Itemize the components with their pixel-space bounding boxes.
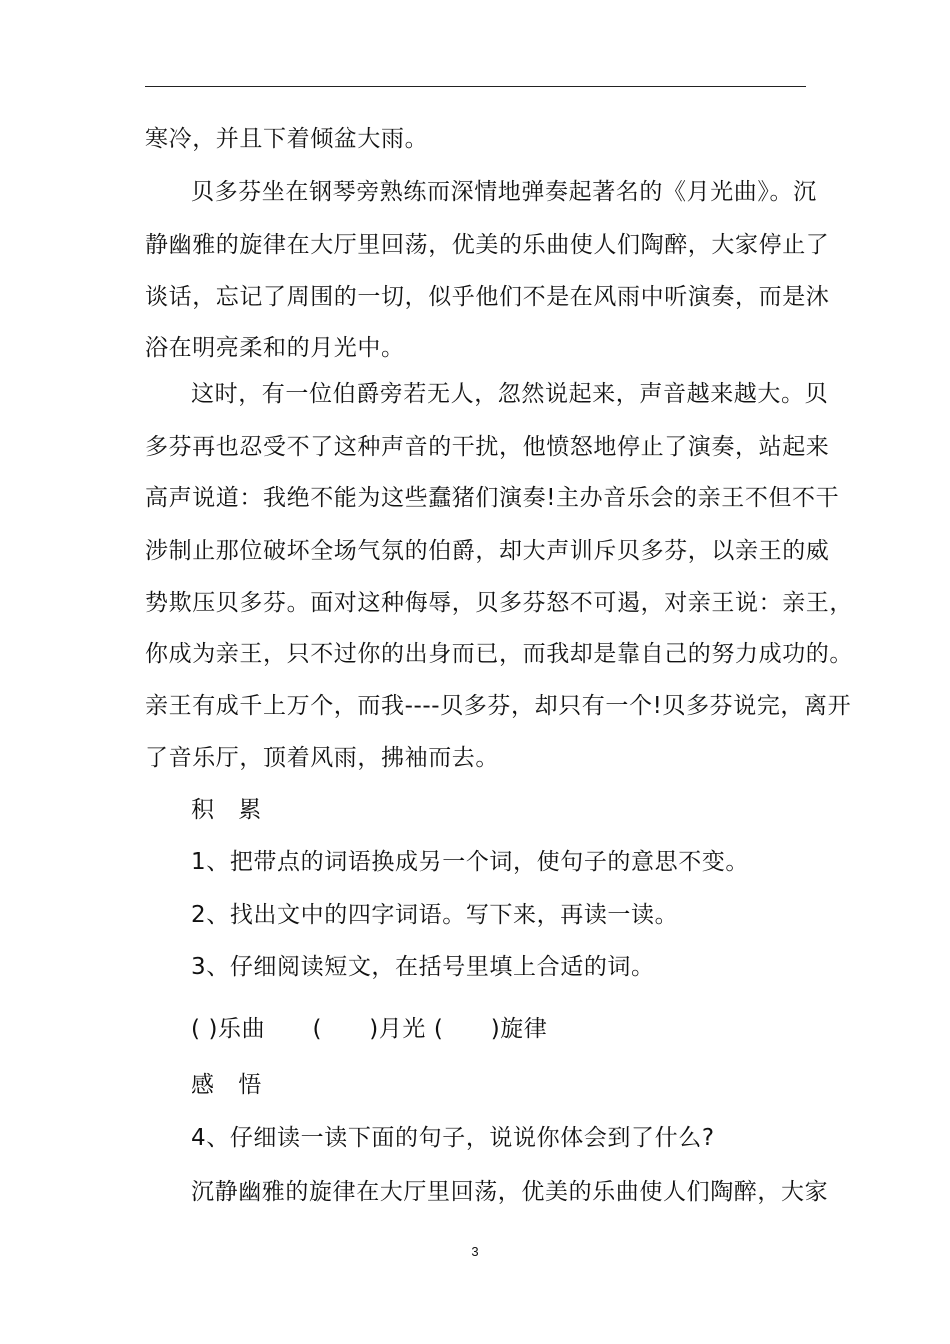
section-heading: 积 累 (191, 797, 262, 823)
paragraph-line: 沉静幽雅的旋律在大厅里回荡，优美的乐曲使人们陶醉，大家 (191, 1179, 829, 1205)
paragraph-line: 高声说道：我绝不能为这些蠢猪们演奏!主办音乐会的亲王不但不干 (145, 485, 840, 511)
fill-in-blanks: ( )乐曲 ( )月光 ( )旋律 (191, 1016, 548, 1042)
exercise-item: 2、找出文中的四字词语。写下来，再读一读。 (191, 902, 679, 928)
paragraph-line: 势欺压贝多芬。面对这种侮辱，贝多芬怒不可遏，对亲王说：亲王， (145, 590, 853, 616)
paragraph-line: 静幽雅的旋律在大厅里回荡，优美的乐曲使人们陶醉，大家停止了 (145, 232, 830, 258)
paragraph-line: 多芬再也忍受不了这种声音的干扰，他愤怒地停止了演奏，站起来 (145, 434, 830, 460)
paragraph-line: 涉制止那位破坏全场气氛的伯爵，却大声训斥贝多芬，以亲王的威 (145, 538, 830, 564)
header-rule (145, 86, 806, 87)
paragraph-line: 谈话，忘记了周围的一切，似乎他们不是在风雨中听演奏，而是沐 (145, 284, 830, 310)
paragraph-line: 这时，有一位伯爵旁若无人，忽然说起来，声音越来越大。贝 (191, 381, 829, 407)
exercise-item: 3、仔细阅读短文，在括号里填上合适的词。 (191, 954, 655, 980)
paragraph-line: 你成为亲王，只不过你的出身而已，而我却是靠自己的努力成功的。 (145, 641, 853, 667)
paragraph-line: 亲王有成千上万个，而我----贝多芬，却只有一个!贝多芬说完，离开 (145, 693, 852, 719)
paragraph-line: 了音乐厅，顶着风雨，拂袖而去。 (145, 745, 499, 771)
paragraph-line: 贝多芬坐在钢琴旁熟练而深情地弹奏起著名的《月光曲》。沉 (191, 179, 817, 205)
exercise-item: 1、把带点的词语换成另一个词，使句子的意思不变。 (191, 849, 750, 875)
section-heading: 感 悟 (191, 1072, 262, 1098)
paragraph-line: 浴在明亮柔和的月光中。 (145, 335, 405, 361)
exercise-item: 4、仔细读一读下面的句子，说说你体会到了什么? (191, 1125, 715, 1151)
paragraph-line: 寒冷，并且下着倾盆大雨。 (145, 126, 429, 152)
page-number: 3 (471, 1244, 479, 1259)
